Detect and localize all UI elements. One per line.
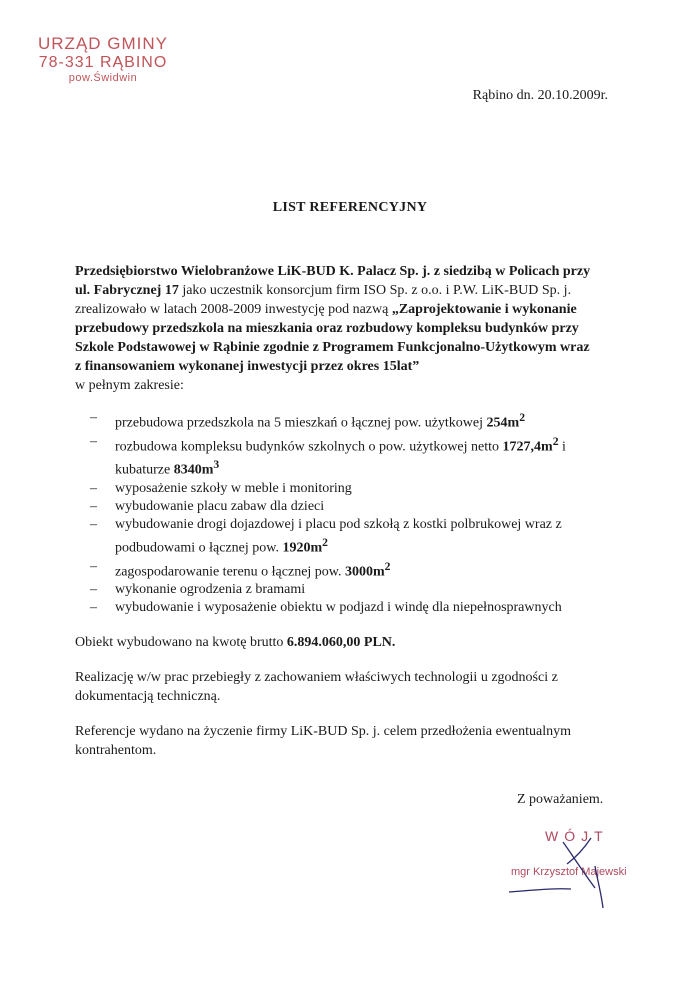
list-unit-exp: 2 bbox=[384, 559, 391, 573]
stamp-line-1: URZĄD GMINY bbox=[38, 34, 168, 53]
cost-amount: 6.894.060,00 PLN. bbox=[286, 635, 396, 651]
list-text: wyposażenie szkoły w meble i monitoring bbox=[115, 480, 352, 496]
company-name: Przedsiębiorstwo Wielobranżowe LiK-BUD K. Palacz Sp. j. z siedzibą w Policach przy ul. Fabrycznej 17 bbox=[75, 264, 591, 298]
list-item bbox=[75, 409, 595, 433]
intro-paragraph bbox=[75, 262, 595, 395]
stamp-line-2: 78-331 RĄBINO bbox=[38, 53, 168, 71]
intro-text-1: jako uczestnik konsorcjum firm ISO Sp. z o.o. i P.W. LiK-BUD Sp. j. zrealizowało w latach 2008-2009 inwestycję pod nazwą bbox=[75, 283, 572, 317]
list-item bbox=[75, 433, 595, 480]
list-text: wybudowanie i wyposażenie obiektu w podjazd i windę dla niepełnosprawnych bbox=[115, 600, 562, 616]
signature-block bbox=[505, 826, 655, 916]
list-dash: – bbox=[90, 600, 97, 616]
letter-body bbox=[75, 262, 595, 760]
list-dash: – bbox=[90, 582, 97, 598]
scope-list bbox=[75, 409, 595, 617]
signature-stamp-name: mgr Krzysztof Majewski bbox=[511, 866, 627, 878]
list-value: 8340m bbox=[173, 462, 214, 478]
list-item bbox=[75, 480, 595, 498]
reference-paragraph: Referencje wydano na życzenie firmy LiK-BUD Sp. j. celem przedłożenia ewentualnym kontrahentom. bbox=[75, 724, 572, 759]
list-item bbox=[75, 498, 595, 516]
list-item bbox=[75, 516, 595, 558]
signature-stamp-title: WÓJT bbox=[545, 828, 609, 844]
letter-date: Rąbino dn. 20.10.2009r. bbox=[472, 88, 608, 103]
list-text: wybudowanie drogi dojazdowej i placu pod szkołą z kostki polbrukowej wraz z podbudowami o łącznej pow. bbox=[115, 516, 562, 556]
list-unit-exp: 2 bbox=[322, 535, 328, 549]
list-text: przebudowa przedszkola na 5 mieszkań o łącznej pow. użytkowej bbox=[115, 415, 487, 431]
list-text: wykonanie ogrodzenia z bramami bbox=[115, 582, 306, 598]
list-value: 1727,4m bbox=[502, 439, 553, 455]
list-dash: – bbox=[90, 433, 97, 449]
list-unit-exp: 2 bbox=[519, 411, 526, 424]
realization-paragraph: Realizację w/w prac przebiegły z zachowaniem właściwych technologii u zgodności z dokumentacją techniczną. bbox=[75, 670, 558, 705]
list-text: i kubaturze bbox=[115, 439, 566, 478]
list-value: 1920m bbox=[282, 540, 323, 556]
list-unit-exp: 3 bbox=[213, 458, 220, 472]
list-text: rozbudowa kompleksu budynków szkolnych o pow. użytkowej netto bbox=[115, 439, 503, 455]
list-dash: – bbox=[90, 558, 97, 574]
stamp-line-3: pow.Świdwin bbox=[68, 71, 138, 84]
list-text: wybudowanie placu zabaw dla dzieci bbox=[115, 498, 325, 514]
list-dash: – bbox=[90, 516, 97, 532]
list-item bbox=[75, 581, 595, 599]
list-dash: – bbox=[90, 498, 97, 514]
intro-text-2: w pełnym zakresie: bbox=[75, 378, 184, 393]
office-stamp bbox=[28, 34, 178, 85]
cost-paragraph bbox=[75, 633, 595, 652]
handwritten-signature bbox=[505, 826, 655, 916]
list-dash: – bbox=[90, 410, 97, 425]
list-value: 3000m bbox=[345, 564, 385, 580]
list-item bbox=[75, 599, 595, 617]
list-dash: – bbox=[90, 480, 97, 496]
list-unit-exp: 2 bbox=[552, 434, 559, 448]
list-item bbox=[75, 558, 595, 582]
list-value: 254m bbox=[486, 415, 520, 431]
list-text: zagospodarowanie terenu o łącznej pow. bbox=[115, 564, 345, 580]
closing-text: Z poważaniem. bbox=[517, 792, 604, 807]
investment-name: „Zaprojektowanie i wykonanie przebudowy przedszkola na mieszkania oraz rozbudowy kompleksu budynków przy Szkole Podstawowej w Rąbinie zgodnie z Programem Funkcjonalno-Użytkowym wraz z finansowaniem wykonanej inwestycji przez okres 15lat” bbox=[75, 302, 590, 374]
cost-text: Obiekt wybudowano na kwotę brutto bbox=[75, 635, 287, 651]
letter-title: LIST REFERENCYJNY bbox=[272, 200, 428, 215]
